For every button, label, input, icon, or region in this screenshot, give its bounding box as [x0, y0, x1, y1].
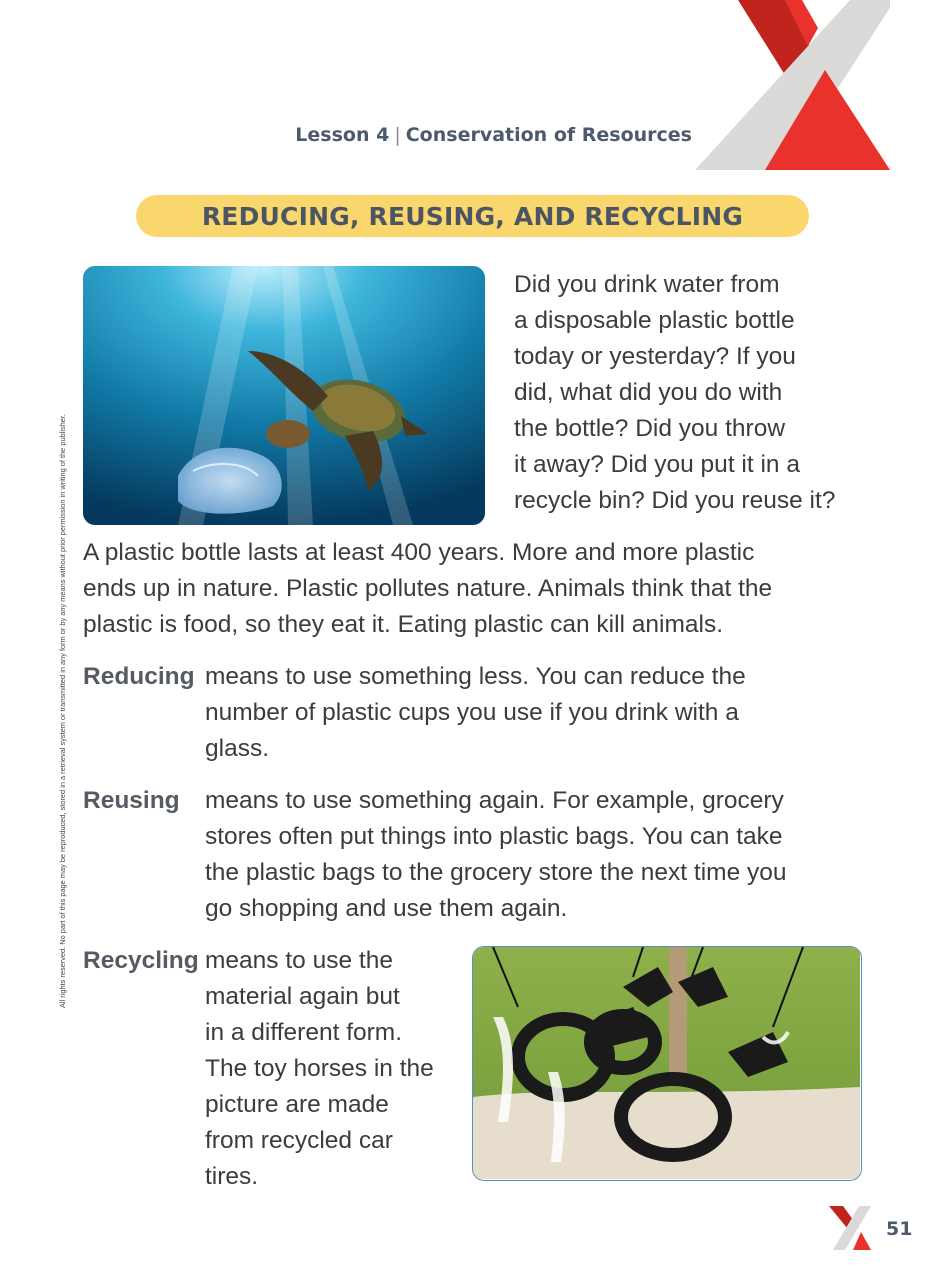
tire-horses-photo: [472, 946, 862, 1181]
reducing-term: Reducing: [83, 663, 195, 690]
reusing-term: Reusing: [83, 787, 180, 814]
intro-line: did, what did you do with: [514, 379, 783, 406]
definition-line: the plastic bags to the grocery store the next time you: [205, 859, 787, 886]
turtle-photo: [83, 266, 485, 525]
reusing-definition: [205, 783, 787, 927]
corner-x-logo: [690, 0, 890, 170]
body-line: ends up in nature. Plastic pollutes nature. Animals think that the: [83, 575, 773, 602]
definition-line: means to use something again. For example, grocery: [205, 787, 784, 814]
definition-line: means to use something less. You can reduce the: [205, 663, 746, 690]
body-line: A plastic bottle lasts at least 400 years. More and more plastic: [83, 539, 755, 566]
body-line: plastic is food, so they eat it. Eating plastic can kill animals.: [83, 611, 724, 638]
definition-line: number of plastic cups you use if you drink with a: [205, 699, 739, 726]
intro-line: recycle bin? Did you reuse it?: [514, 487, 836, 514]
definition-line: material again but: [205, 983, 400, 1010]
definition-line: glass.: [205, 735, 270, 762]
intro-line: it away? Did you put it in a: [514, 451, 800, 478]
intro-paragraph: [514, 267, 884, 519]
definition-line: go shopping and use them again.: [205, 895, 568, 922]
definition-line: The toy horses in the: [205, 1055, 434, 1082]
copyright-note: All rights reserved. No part of this page may be reproduced, stored in a retrieval system or transmitted in any form or by any means without prior permission in writing of the publisher.: [58, 414, 67, 1008]
intro-line: a disposable plastic bottle: [514, 307, 795, 334]
definition-line: means to use the: [205, 947, 393, 974]
page-number: 51: [886, 1218, 913, 1240]
header-separator: |: [394, 124, 401, 146]
section-title: REDUCING, REUSING, AND RECYCLING: [136, 195, 809, 237]
definition-line: picture are made: [205, 1091, 389, 1118]
footer-x-logo: [829, 1206, 871, 1250]
recycling-definition: [205, 943, 434, 1195]
lesson-topic: Conservation of Resources: [405, 124, 692, 146]
definition-line: tires.: [205, 1163, 259, 1190]
definition-line: in a different form.: [205, 1019, 403, 1046]
definition-line: from recycled car: [205, 1127, 393, 1154]
lesson-header: [0, 124, 692, 146]
intro-line: Did you drink water from: [514, 271, 780, 298]
intro-line: the bottle? Did you throw: [514, 415, 786, 442]
lesson-number: Lesson 4: [295, 124, 390, 146]
recycling-term: Recycling: [83, 947, 199, 974]
reducing-definition: [205, 659, 746, 767]
definition-line: stores often put things into plastic bags. You can take: [205, 823, 783, 850]
plastic-paragraph: [83, 535, 873, 643]
intro-line: today or yesterday? If you: [514, 343, 796, 370]
